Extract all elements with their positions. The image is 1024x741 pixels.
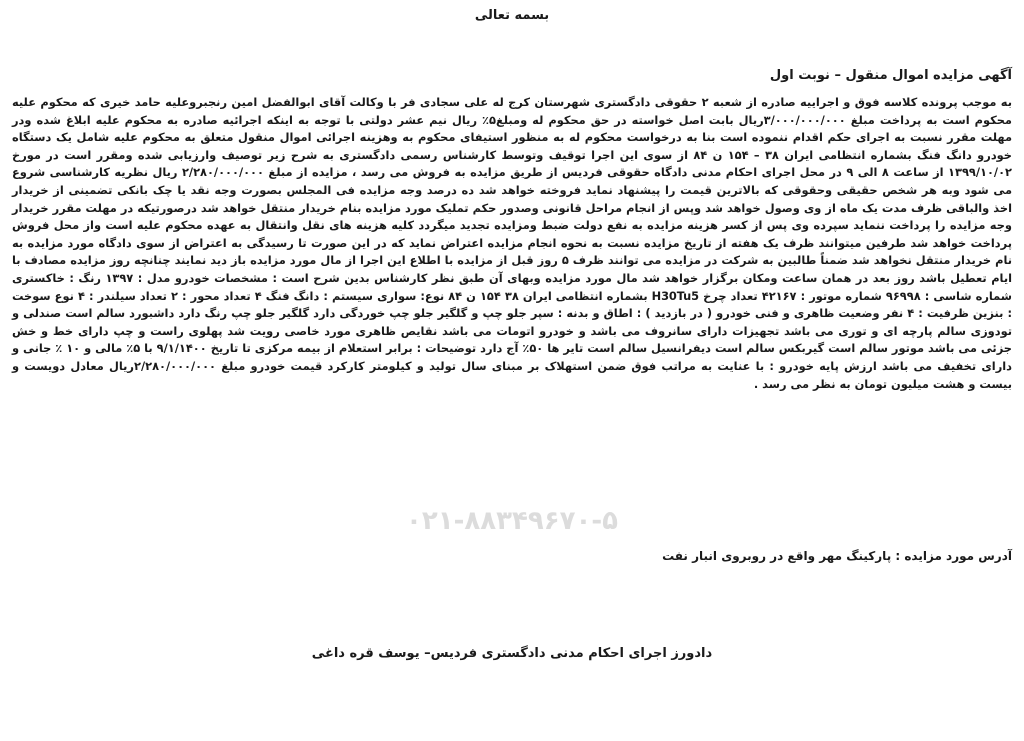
phone-watermark: ۰۲۱-۸۸۳۴۹۶۷۰-۵ (405, 506, 618, 536)
heading-bismillah: بسمه تعالی (474, 8, 550, 23)
notice-body: به موجب پرونده کلاسه فوق و اجراییه صادره از شعبه ۲ حقوقی دادگستری شهرستان کرج له علی سجادی فر با وکالت آقای ابوالفضل امین رنجبروعلیه حامد خیری که محکوم علیه محکوم است به پرداخت مبلغ ۳/۰۰۰/۰۰۰/۰۰۰ریال بابت اصل خواسته در حق محکوم له ومبلغ۵٪ ریال نیم عشر دولتی با توجه به اینکه اجرائیه صادره به محکوم علیه ابلاغ شده ودر مهلت مقرر نسبت به اجرای حکم اقدام ننموده است بنا به درخواست محکوم له به منظور استیفای محکوم به وهزینه اجرائی اموال منقول متعلق به محکوم علیه شامل یک دستگاه خودرو دانگ فنگ بشماره انتظامی ایران ۳۸ – ۱۵۴ ن ۸۴ از سوی این اجرا توقیف وتوسط کارشناس رسمی دادگستری به شرح زیر توصیف وارزیابی شده ومقرر است در مورخ ۱۳۹۹/۱۰/۰۲ از ساعت ۸ الی ۹ در محل اجرای احکام مدنی دادگاه حقوقی فردیس از طریق مزایده به فروش می رسد ، مزایده از مبلغ ۲/۲۸۰/۰۰۰/۰۰۰ ریال نظریه کارشناسی شروع می شود وبه هر شخص حقیقی وحقوقی که بالاترین قیمت را پیشنهاد نماید فروخته خواهد شد ده درصد وجه مزایده فی المجلس بصورت وجه نقد یا چک بانکی تضمینی از خریدار اخذ والباقی ظرف مدت یک ماه از وی وصول خواهد شد وپس از انجام مراحل قانونی وصدور حکم تملیک مورد مزایده بنام خریدار منتقل خواهد شد درصورتیکه در مهلت مقرر خریدار وجه مزایده را پرداخت ننماید سپرده وی پس از کسر هزینه مزایده به نفع دولت ضبط ومزایده تجدید میگردد کلیه هزینه های نقل وانتقال به عهده محکوم علیه است واز محل فروش پرداخت خواهد شد طرفین میتوانند ظرف یک هفته از تاریخ مزایده نسبت به نحوه انجام مزایده اعتراض نماید که در این صورت تا رسیدگی به اعتراض از سوی دادگاه مورد مزایده به نام خریدار منتقل نخواهد شد ضمناً طالبین به شرکت در مزایده می توانند ظرف ۵ روز قبل از مزایده با اطلاع این اجرا از مال مورد مزایده باز دید نمایند چنانچه روز مزایده مصادف با ایام تعطیل باشد روز بعد در همان ساعت ومکان برگزار خواهد شد مال مورد مزایده وبهای آن طبق نظر کارشناس بدین شرح است : مشخصات خودرو مدل : ۱۳۹۷ رنگ : خاکستری شماره شاسی : ۹۶۹۹۸ شماره موتور : ۴۲۱۶۷ تعداد چرخ H30Tu5 بشماره انتظامی ایران ۳۸ ۱۵۴ ن ۸۴ نوع: سواری سیستم : دانگ فنگ ۴ تعداد محور : ۲ تعداد سیلندر : ۴ نوع سوخت : بنزین ظرفیت : ۴ نفر وضعیت ظاهری و فنی خودرو ( در بازدید ) : اطاق و بدنه : سپر جلو چپ و گلگیر جلو چپ خوردگی دارد گلگیر جلو چپ رنگ دارد داشبورد سالم است صندلی و تودوزی سالم پارچه ای و توری می باشد تجهیزات دارای سانروف می باشد و خودرو اتومات می باشد نقایص ظاهری مورد خاصی رویت شد پهلوی راست و چپ دارای خط و خش جزئی می باشد موتور سالم است گیربکس سالم است دیفرانسیل سالم است تایر ها ۵۰٪ آج دارد توضیحات : برابر استعلام از بیمه مرکزی تا تاریخ ۹/۱/۱۴۰۰ با ۵٪ مالی و ۱۰ ٪ جانی و دارای تخفیف می باشد ارزش پایه خودرو : با عنایت به مراتب فوق ضمن استهلاک بر مبنای سال تولید و کیلومتر کارکرد قیمت خودرو مبلغ ۲/۲۸۰/۰۰۰/۰۰۰ریال معادل دویست و بیست و هشت میلیون تومان به نظر می رسد . (12, 95, 1013, 391)
notice-title: آگهی مزایده اموال منقول – نوبت اول (769, 68, 1012, 83)
signature-line: دادورز اجرای احکام مدنی دادگستری فردیس– یوسف قره داغی (311, 646, 713, 661)
auction-address: آدرس مورد مزایده : پارکینگ مهر واقع در روبروی انبار نفت (662, 549, 1012, 563)
